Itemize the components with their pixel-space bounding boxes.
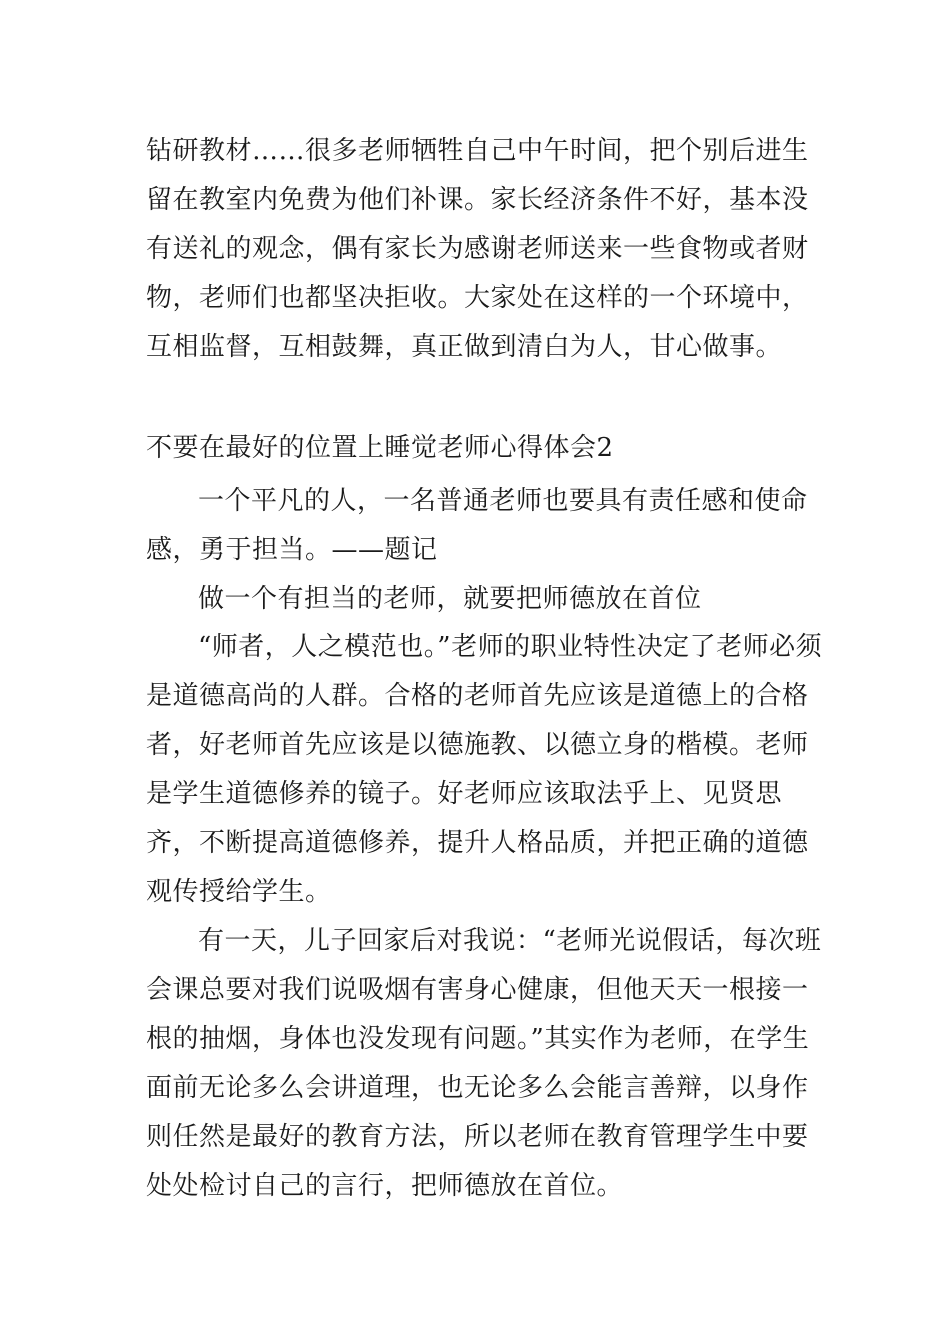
paragraph-story-block: [146, 917, 826, 1211]
section-title-block: [146, 424, 826, 473]
paragraph-quote: “师者，人之模范也。”老师的职业特性决定了老师必须是道德高尚的人群。合格的老师首先应该是道德上的合格者，好老师首先应该是以德施教、以德立身的楷模。老师是学生道德修养的镜子。好老师应该取法乎上、见贤思齐，不断提高道德修养，提升人格品质，并把正确的道德观传授给学生。: [146, 632, 823, 907]
paragraph-continued: [146, 127, 826, 372]
paragraph-quote-block: [146, 623, 826, 917]
paragraph-story: 有一天，儿子回家后对我说：“老师光说假话，每次班会课总要对我们说吸烟有害身心健康，但他天天一根接一根的抽烟，身体也没发现有问题。”其实作为老师，在学生面前无论多么会讲道理，也无论多么会能言善辩，以身作则任然是最好的教育方法，所以老师在教育管理学生中要处处检讨自己的言行，把师德放在首位。: [146, 926, 822, 1201]
epigraph-block: [146, 477, 826, 575]
paragraph-text: 钻研教材……很多老师牺牲自己中午时间，把个别后进生留在教室内免费为他们补课。家长经济条件不好，基本没有送礼的观念，偶有家长为感谢老师送来一些食物或者财物，老师们也都坚决拒收。大家处在这样的一个环境中，互相监督，互相鼓舞，真正做到清白为人，甘心做事。: [146, 136, 809, 362]
section-title: 不要在最好的位置上睡觉老师心得体会2: [146, 433, 614, 463]
subheading: 做一个有担当的老师，就要把师德放在首位: [198, 584, 702, 614]
epigraph: 一个平凡的人，一名普通老师也要具有责任感和使命感，勇于担当。——题记: [146, 486, 808, 565]
subheading-block: [146, 575, 826, 624]
